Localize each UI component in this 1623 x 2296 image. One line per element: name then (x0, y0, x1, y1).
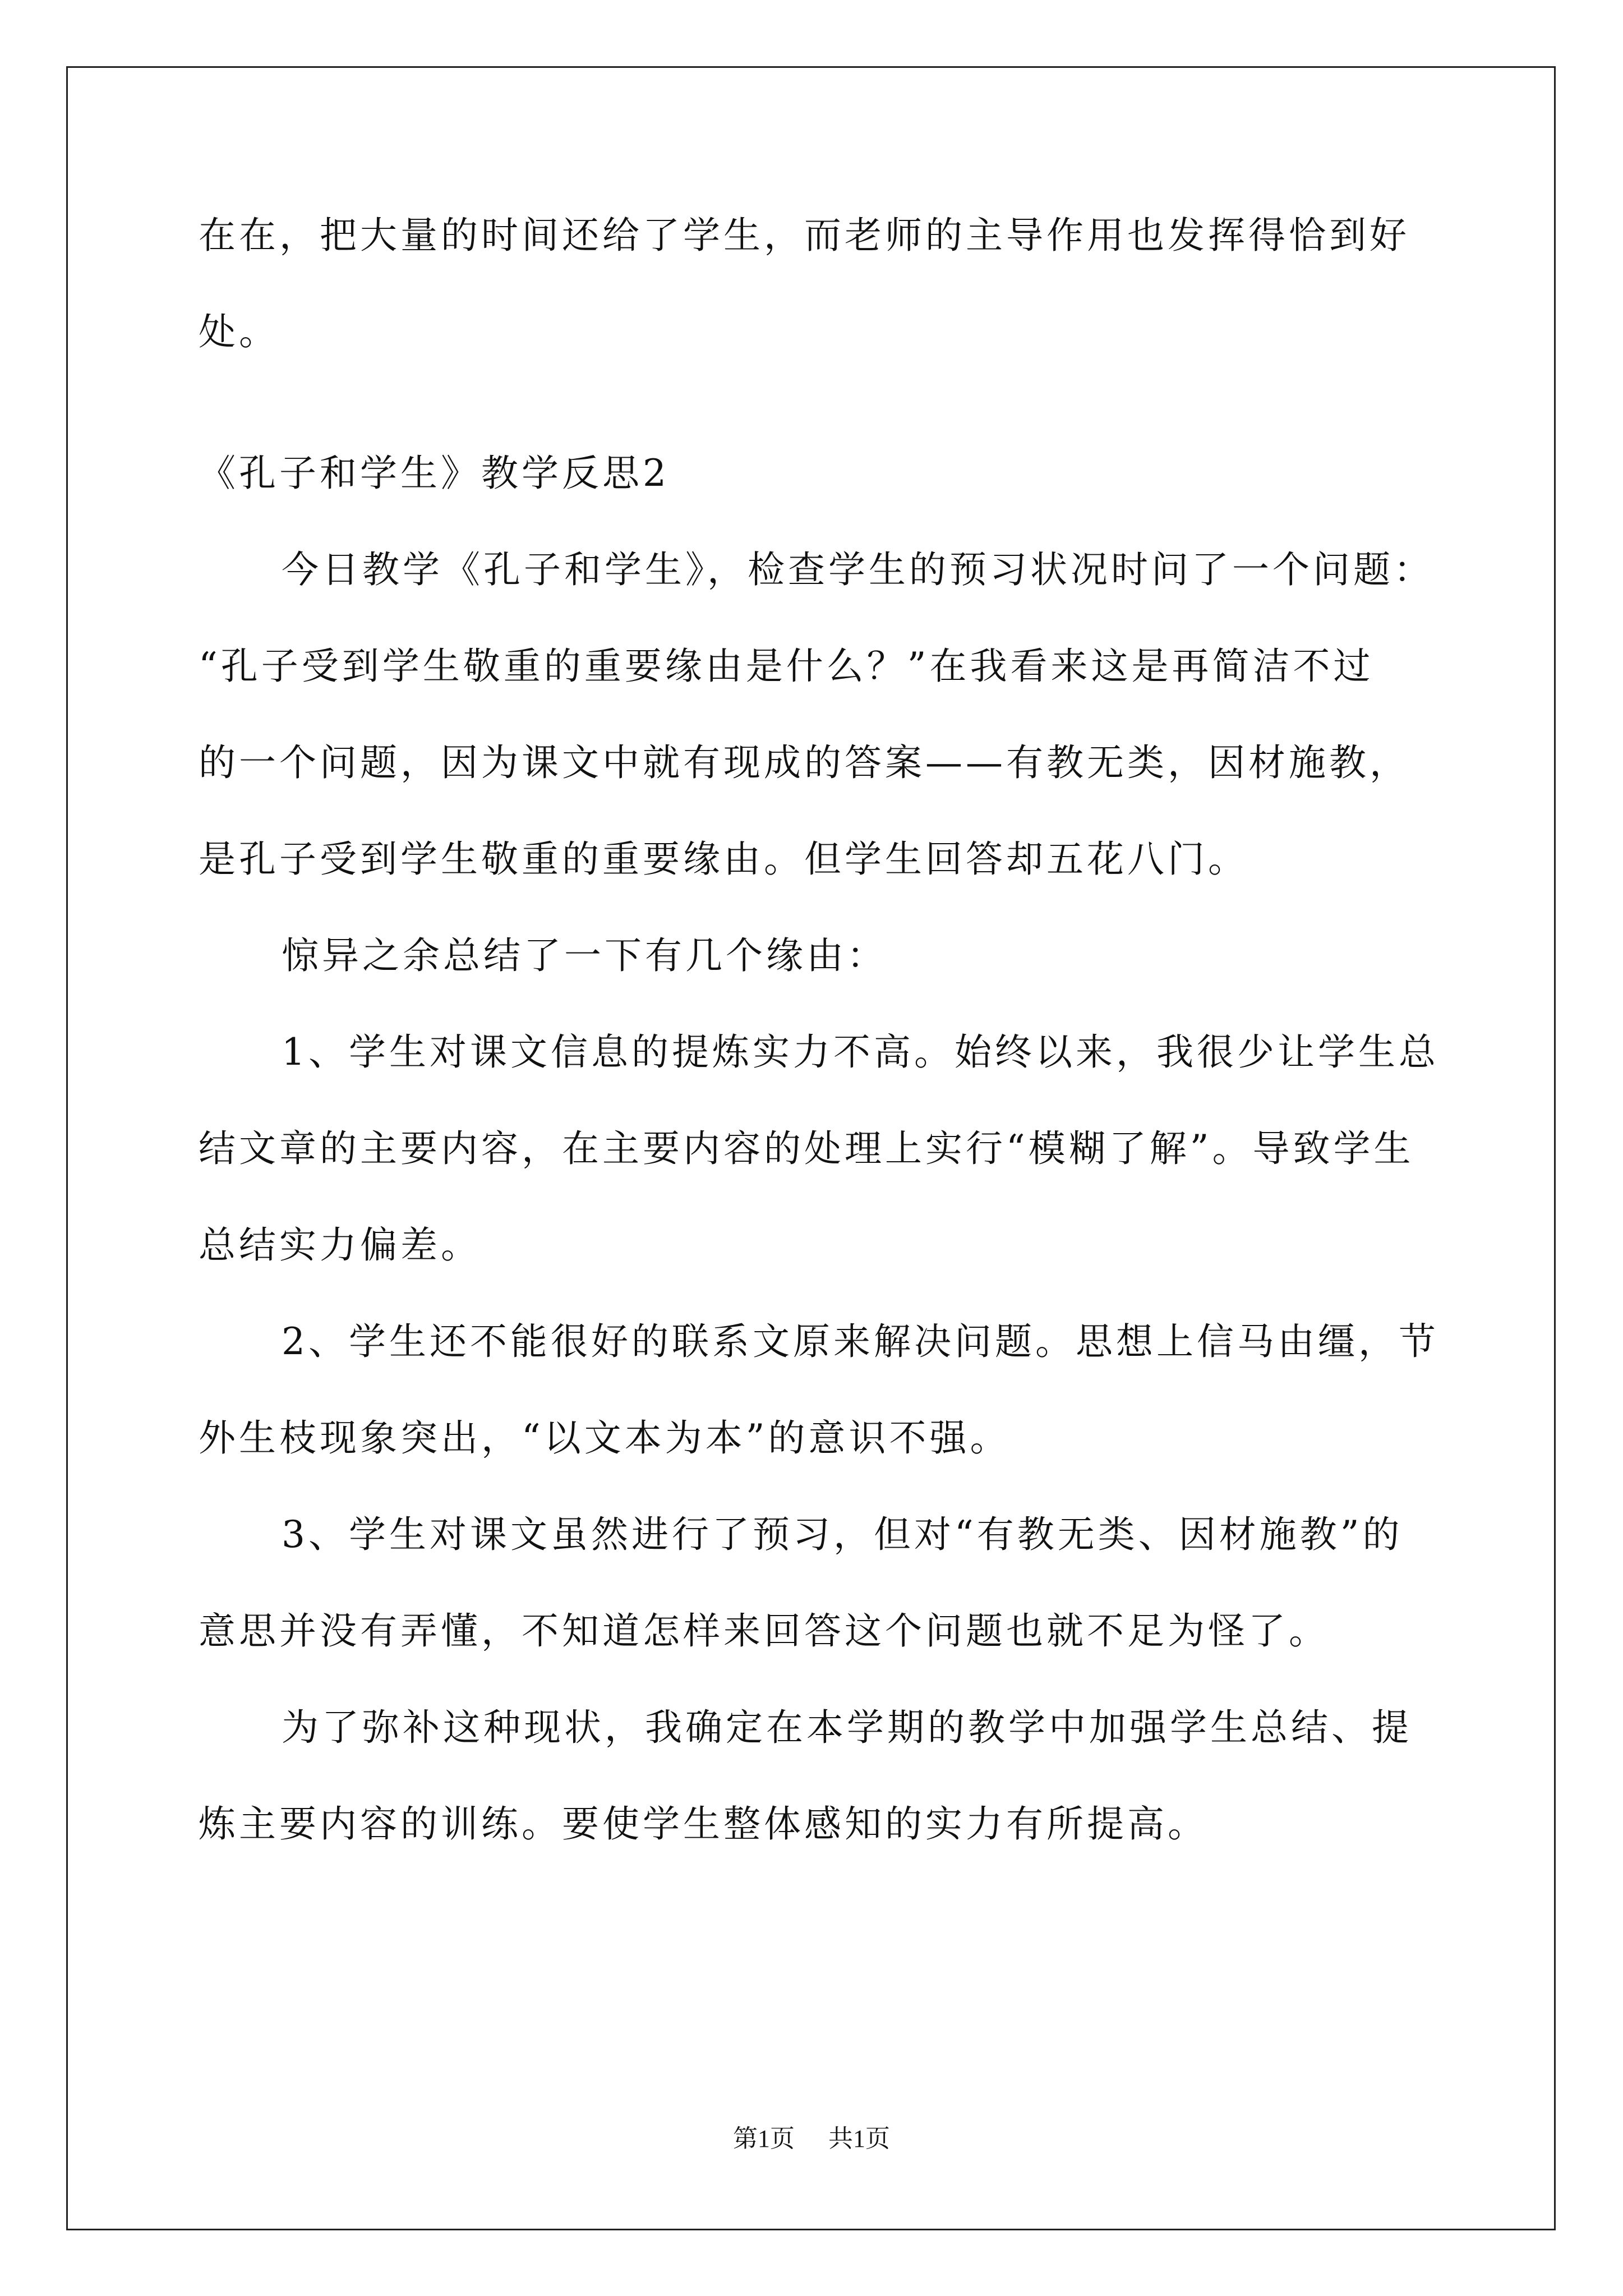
text-line: 外生枝现象突出，“以文本为本”的意识不强。 (199, 1416, 1011, 1460)
section-heading: 《孔子和学生》教学反思2 (199, 452, 670, 495)
text-line: 的一个问题，因为课文中就有现成的答案——有教无类，因材施教， (199, 741, 1410, 784)
text-line: 是孔子受到学生敬重的重要缘由。但学生回答却五花八门。 (199, 838, 1248, 881)
text-line: 在在，把大量的时间还给了学生，而老师的主导作用也发挥得恰到好 (199, 214, 1410, 257)
list-item-1: 1、学生对课文信息的提炼实力不高。始终以来，我很少让学生总 (282, 1030, 1439, 1074)
text-line: 处。 (199, 310, 279, 353)
text-line: 炼主要内容的训练。要使学生整体感知的实力有所提高。 (199, 1802, 1208, 1846)
text-line: 结文章的主要内容，在主要内容的处理上实行“模糊了解”。导致学生 (199, 1127, 1414, 1170)
paragraph-line: 惊异之余总结了一下有几个缘由： (282, 934, 887, 977)
text-line: 总结实力偏差。 (199, 1223, 481, 1267)
paragraph-line: 今日教学《孔子和学生》，检查学生的预习状况时问了一个问题： (282, 548, 1434, 591)
page-number: 第1页 (733, 2125, 795, 2152)
paragraph-line: 为了弥补这种现状，我确定在本学期的教学中加强学生总结、提 (282, 1706, 1412, 1749)
list-item-2: 2、学生还不能很好的联系文原来解决问题。思想上信马由缰，节 (282, 1320, 1439, 1363)
page-total: 共1页 (828, 2125, 890, 2152)
text-line: 意思并没有弄懂，不知道怎样来回答这个问题也就不足为怪了。 (199, 1609, 1329, 1653)
text-line: “孔子受到学生敬重的重要缘由是什么？”在我看来这是再简洁不过 (199, 645, 1374, 688)
page-footer (0, 2122, 1623, 2156)
list-item-3: 3、学生对课文虽然进行了预习，但对“有教无类、因材施教”的 (282, 1513, 1403, 1556)
